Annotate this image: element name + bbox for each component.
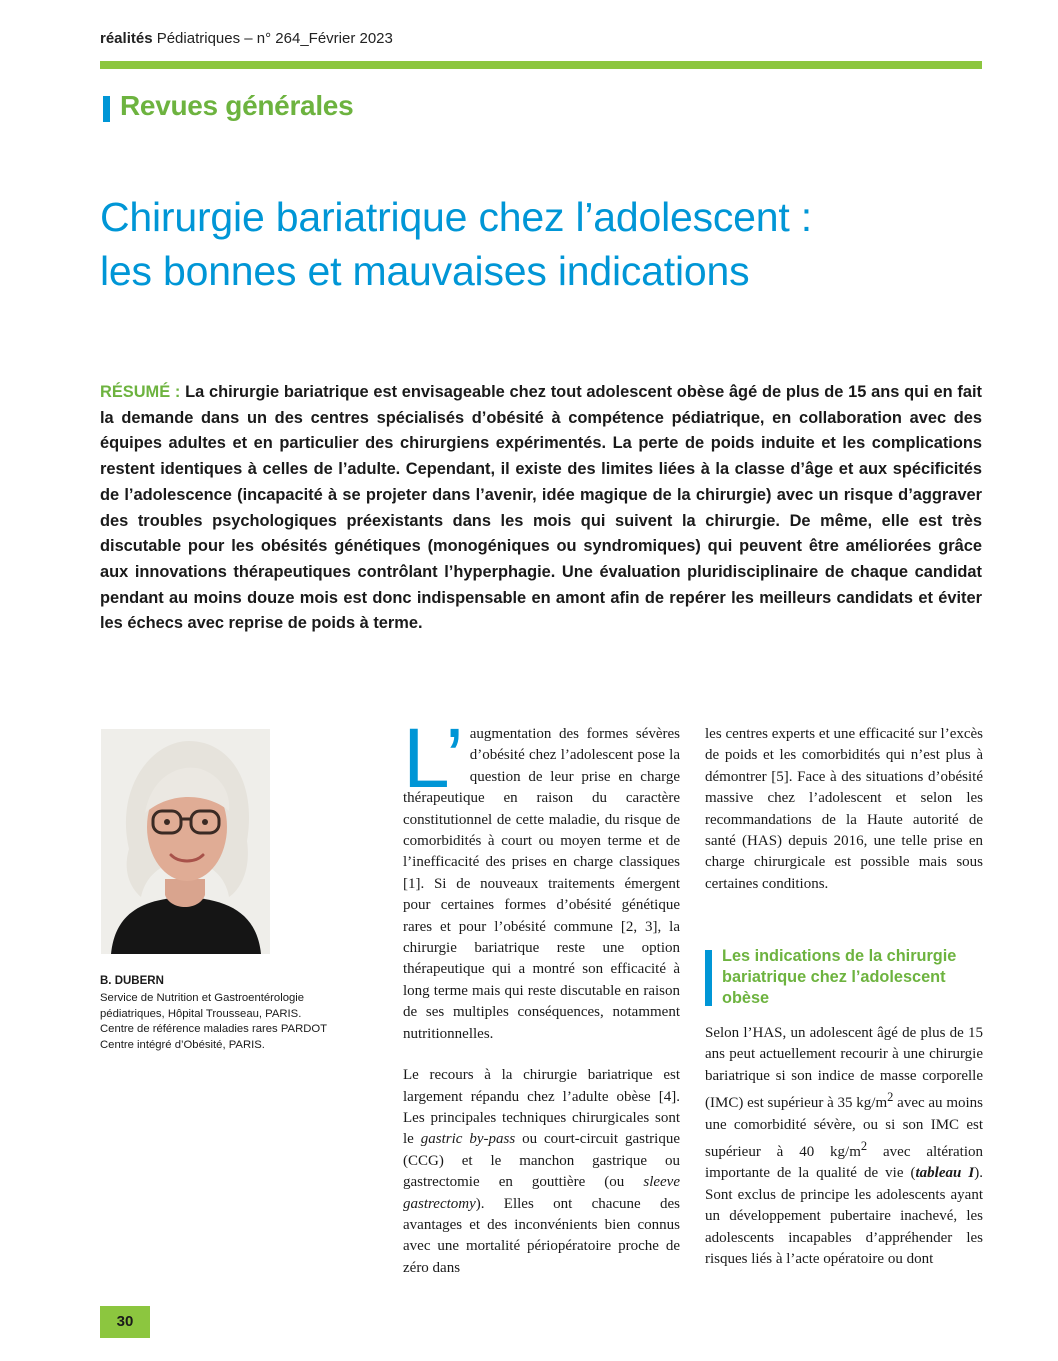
issue-info: Pédiatriques – n° 264_Février 2023 [152, 30, 393, 47]
affiliation-line: Centre intégré d’Obésité, PARIS. [100, 1038, 265, 1051]
abstract-label: RÉSUMÉ : [100, 383, 181, 401]
body-paragraph: les centres experts et une efficacité sur l’excès de poids et les comorbidités qui n’est plus à démontrer [5]. Face à des situations d’obésité massive chez l’adolescent et selon les recommandations de la Haute autorité de santé (HAS) depuis 2016, une telle prise en charge chirurgicale est possible mais sous certaines conditions. [705, 726, 983, 892]
italic-term: gastric by-pass [420, 1131, 516, 1148]
table-reference: tableau I [915, 1165, 975, 1182]
superscript: 2 [860, 1139, 868, 1154]
title-line-2: les bonnes et mauvaises indications [100, 248, 750, 294]
affiliation-line: Service de Nutrition et Gastroentérologie [100, 992, 305, 1004]
paragraph-text: avec au moins une comorbidité sévère, ou si son IMC est supérieur à 40 kg/m [705, 1095, 983, 1161]
paragraph-text: augmentation des formes sévères d’obésité chez l’adolescent pose la question de leur prise en charge thérapeutique en raison du caractère constitutionnel de cette maladie, du risque de comorbidités à court ou moyen terme et de l’inefficacité des prises en charge classiques [1]. Si de nouveaux traitements émergent pour certaines formes d’obésité génétique rares et pour l’obésité commune [2, 3], la chirurgie bariatrique reste une option thérapeutique qui a montré son efficacité à long terme mais qui reste discutable en raison de ses multiples conséquences, notamment nutritionnelles. [403, 726, 680, 1042]
paragraph-text: Le recours à la chirurgie bariatrique est largement répandu chez l’adulte obèse [4]. Les principales techniques chirurgicales sont le [403, 1067, 680, 1148]
subheading-marker [705, 950, 712, 1006]
body-paragraph [403, 711, 680, 1045]
title-line-1: Chirurgie bariatrique chez l’adolescent : [100, 194, 812, 240]
author-portrait-illustration [101, 729, 270, 954]
journal-name: réalités [100, 30, 153, 47]
italic-term: sleeve gastrectomy [403, 1174, 680, 1212]
section-marker [103, 96, 110, 122]
drop-cap: L’ [403, 711, 464, 805]
article-title [100, 190, 1000, 298]
affiliation-line: Centre de référence maladies rares PARDOT [100, 1023, 328, 1035]
section-label: Revues générales [120, 90, 354, 121]
affiliation-line: pédiatriques, Hôpital Trousseau, PARIS. [100, 1007, 302, 1020]
author-name: B. DUBERN [100, 975, 164, 987]
paragraph-text: ). Elles ont chacune des avantages et des inconvénients bien connus avec une mortalité périopératoire proche de zéro dans [403, 1195, 680, 1276]
body-column-1 [403, 711, 680, 1299]
author-affiliation [100, 991, 350, 1053]
abstract-text: La chirurgie bariatrique est envisageable chez tout adolescent obèse âgé de plus de 15 ans qui en fait la demande dans un des centres spécialisés d’obésité à compétence pédiatrique, en collaboration avec des équipes adultes et en particulier des chirurgiens expérimentés. La perte de poids induite et les complications restent identiques à celles de l’adulte. Cependant, il existe des limites liées à la classe d’âge et aux spécificités de l’adolescence (incapacité à se projeter dans l’avenir, idée magique de la chirurgie) avec un risque d’aggraver des troubles psychologiques préexistants dans les mois qui suivent la chirurgie. De même, elle est très discutable pour les obésités génétiques (monogéniques ou syndromiques) qui peuvent être améliorées grâce aux innovations thérapeutiques contrôlant l’hyperphagie. Une évaluation pluridisciplinaire de chaque candidat pendant au moins douze mois est donc indispensable en amont afin de repérer les meilleurs candidats et éviter les échecs avec reprise de poids à terme. [100, 383, 982, 633]
paragraph-text: ou court-circuit gastrique (CCG) et le manchon gastrique ou gastrectomie en gouttière (ou [403, 1131, 680, 1191]
header-rule [100, 61, 982, 69]
subheading-text: Les indications de la chirurgie bariatrique chez l’adolescent obèse [722, 947, 957, 1007]
superscript: 2 [887, 1090, 894, 1105]
body-paragraph [403, 1065, 680, 1279]
paragraph-text: Selon l’HAS, un adolescent âgé de plus de 15 ans peut actuellement recourir à une chirurgie bariatrique si son indice de masse corporelle (IMC) est supérieur à 35 kg/m [705, 1025, 983, 1112]
paragraph-text: ). Sont exclus de principe les adolescents ayant un développement pubertaire inachevé, les adolescents incapables d’appréhender les risques liés à l’acte opératoire ou dont [705, 1165, 983, 1268]
author-photo [101, 729, 270, 954]
paragraph-text: avec altération importante de la qualité de vie ( [705, 1144, 983, 1182]
body-paragraph [705, 1023, 983, 1270]
abstract [100, 380, 982, 637]
body-column-2 [705, 724, 983, 915]
running-header [100, 30, 393, 47]
page-number: 30 [100, 1306, 150, 1338]
body-column-2-continued [705, 1023, 983, 1290]
